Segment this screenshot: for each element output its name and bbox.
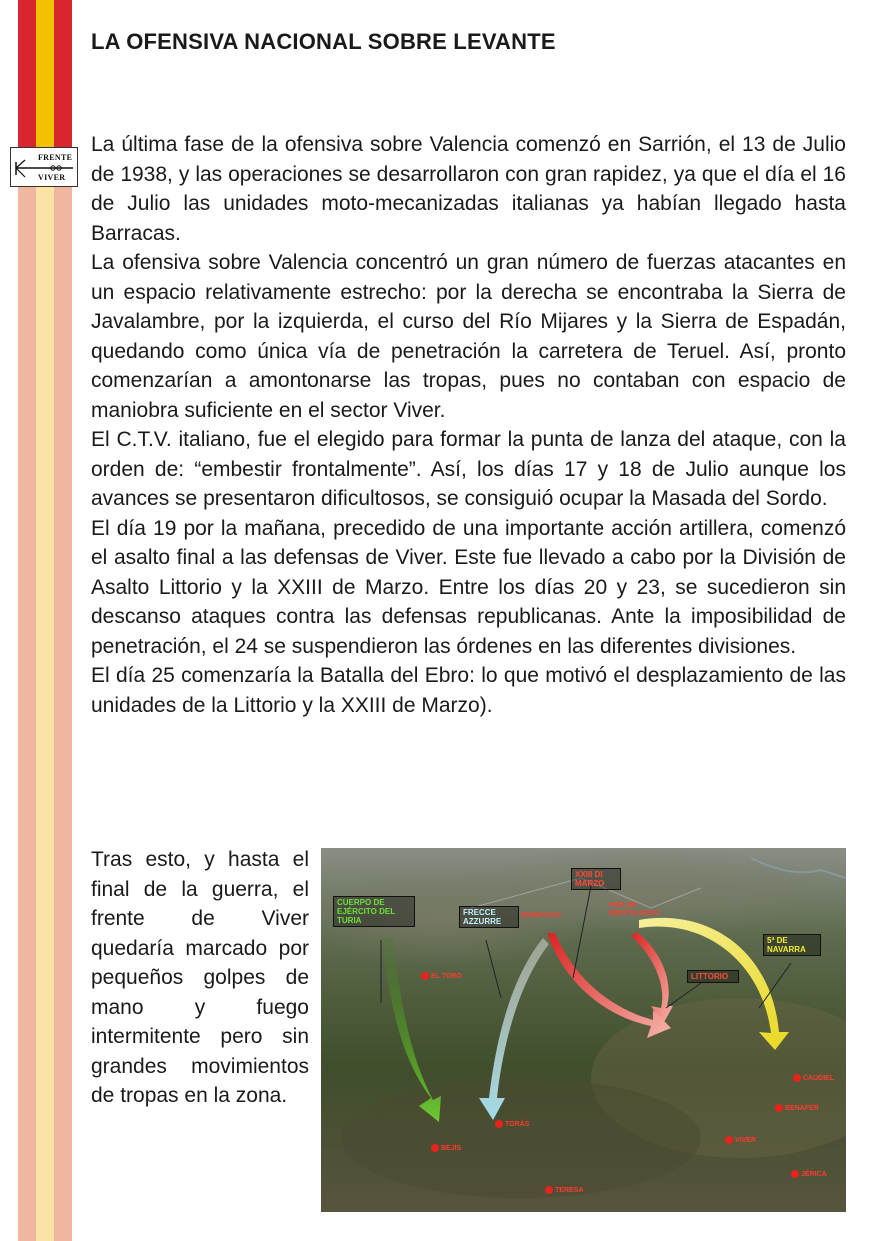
- town-toras: TORÁS: [495, 1120, 529, 1128]
- offensive-map-image: [321, 848, 846, 1212]
- town-jerica: JÉRICA: [791, 1170, 827, 1178]
- paragraph: La última fase de la ofensiva sobre Valencia comenzó en Sarrión, el 13 de Julio de 1938, y las operaciones se desarrollaron con gran rapidez, ya que el día el 16 de Julio las unidades moto-mecanizadas italianas ya habían llegado hasta Barracas.: [91, 133, 846, 245]
- paragraph: El día 25 comenzaría la Batalla del Ebro: lo que motivó el desplazamiento de las unidades de la Littorio y la XXIII de Marzo).: [91, 664, 846, 717]
- paragraph: El día 19 por la mañana, precedido de una importante acción artillera, comenzó el asalto final a las defensas de Viver. Este fue llevado a cabo por la División de Asalto Littorio y la XXIII de Marzo. Entre los días 20 y 23, se sucedieron sin descanso ataques contra las defensas republicanas. Ante la imposibilidad de penetración, el 24 se suspendieron las órdenes en las diferentes divisiones.: [91, 516, 846, 658]
- frente-viver-logo: [10, 147, 78, 187]
- paragraph: El C.T.V. italiano, fue el elegido para formar la punta de lanza del ataque, con la orden de: “embestir frontalmente”. Así, los días 17 y 18 de Julio aunque los avances se presentaron dificultosos, se consiguió ocupar la Masada del Sordo.: [91, 428, 846, 510]
- unit-label-navarra: 5ª DE NAVARRA: [763, 934, 821, 956]
- town-toro: EL TORO: [421, 972, 462, 980]
- paragraph: La ofensiva sobre Valencia concentró un gran número de fuerzas atacantes en un espacio relativamente estrecho: por la derecha se encontraba la Sierra de Javalambre, por la izquierda, el curso del Río Mijares y la Sierra de Espadán, quedando como única vía de penetración la carretera de Teruel. Así, pronto comenzarían a amontonarse las tropas, pues no contaban con espacio de maniobra suficiente en el sector Viver.: [91, 251, 846, 422]
- page-title: LA OFENSIVA NACIONAL SOBRE LEVANTE: [91, 29, 556, 54]
- article-body: [91, 130, 846, 720]
- unit-label-xxiii: XXIII DI MARZO: [571, 868, 621, 890]
- town-fina: FINA DE MONTALGRAO: [609, 902, 660, 917]
- unit-label-frecce: FRECCE AZZURRE: [459, 906, 519, 928]
- town-barracas: BARRACAS: [521, 912, 562, 919]
- town-bejis: BEJÍS: [431, 1144, 461, 1152]
- unit-label-littorio: LITTORIO: [687, 970, 739, 983]
- side-paragraph: Tras esto, y hasta el final de la guerra, el frente de Viver quedaría marcado por pequeños golpes de mano y fuego intermitente pero sin grandes movimientos de tropas en la zona.: [91, 848, 309, 1107]
- town-viver: VIVER: [725, 1136, 756, 1144]
- town-teresa: TERESA: [545, 1186, 583, 1194]
- logo-bottom-text: VIVER: [38, 173, 66, 182]
- logo-top-text: FRENTE: [38, 153, 73, 162]
- town-caudiel: CAUDIEL: [793, 1074, 834, 1082]
- town-benafer: BENAFER: [775, 1104, 819, 1112]
- unit-label-turia: CUERPO DE EJÉRCITO DEL TURIA: [333, 896, 415, 927]
